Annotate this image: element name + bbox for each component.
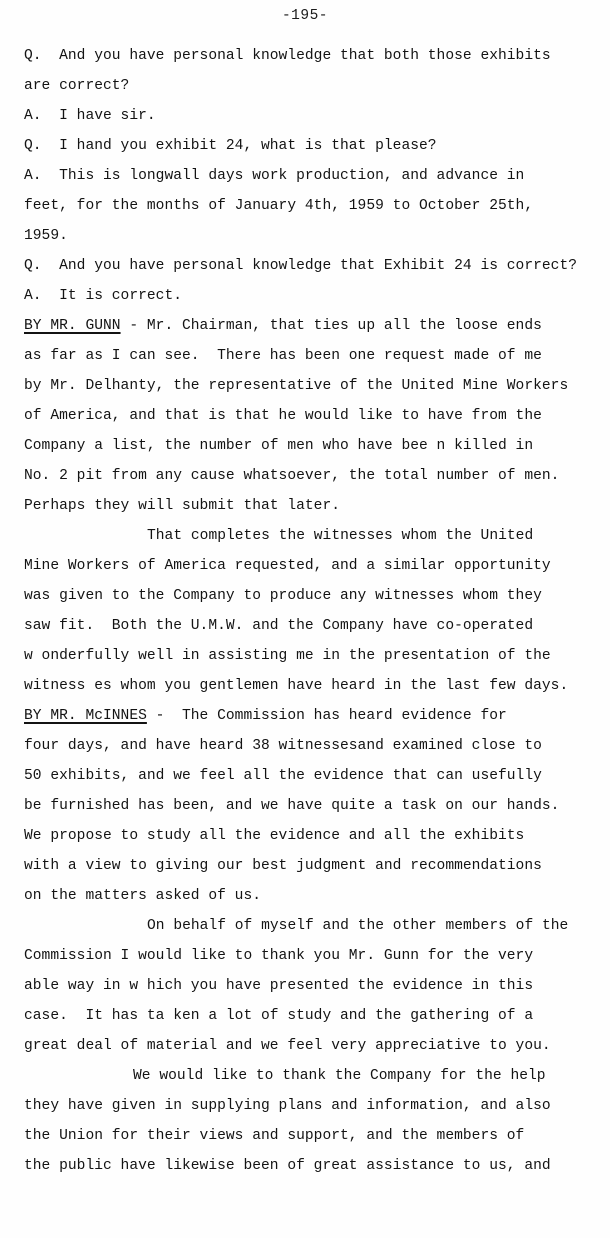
transcript-line: be furnished has been, and we have quite a task on our hands. — [24, 798, 560, 814]
transcript-line: as far as I can see. There has been one request made of me — [24, 348, 542, 364]
transcript-line: they have given in supplying plans and information, and also — [24, 1098, 551, 1114]
transcript-line: feet, for the months of January 4th, 1959 to October 25th, — [24, 198, 534, 214]
transcript-line: great deal of material and we feel very appreciative to you. — [24, 1038, 551, 1054]
transcript-line: Mine Workers of America requested, and a similar opportunity — [24, 558, 551, 574]
transcript-line: witness es whom you gentlemen have heard in the last few days. — [24, 678, 569, 694]
transcript-line: Commission I would like to thank you Mr. Gunn for the very — [24, 948, 534, 964]
transcript-line: are correct? — [24, 78, 130, 94]
transcript-line: case. It has ta ken a lot of study and the gathering of a — [24, 1008, 534, 1024]
transcript-line: able way in w hich you have presented the evidence in this — [24, 978, 534, 994]
transcript-line: On behalf of myself and the other members of the — [147, 918, 569, 934]
transcript-line: Q. And you have personal knowledge that both those exhibits — [24, 48, 551, 64]
transcript-line: saw fit. Both the U.M.W. and the Company have co-operated — [24, 618, 534, 634]
transcript-line: w onderfully well in assisting me in the presentation of the — [24, 648, 551, 664]
transcript-line: A. I have sir. — [24, 108, 156, 124]
transcript-line: BY MR. McINNES - The Commission has heard evidence for — [24, 708, 507, 724]
transcript-line: the Union for their views and support, and the members of — [24, 1128, 525, 1144]
transcript-line: Company a list, the number of men who have bee n killed in — [24, 438, 534, 454]
transcript-line: by Mr. Delhanty, the representative of the United Mine Workers — [24, 378, 569, 394]
transcript-line: Q. And you have personal knowledge that Exhibit 24 is correct? — [24, 258, 577, 274]
transcript-line: with a view to giving our best judgment and recommendations — [24, 858, 542, 874]
transcript-line: four days, and have heard 38 witnessesand examined close to — [24, 738, 542, 754]
transcript-line: A. This is longwall days work production, and advance in — [24, 168, 525, 184]
transcript-body — [0, 41, 610, 1181]
transcript-line: on the matters asked of us. — [24, 888, 261, 904]
speaker-heading: BY MR. GUNN — [24, 318, 121, 334]
transcript-line: was given to the Company to produce any witnesses whom they — [24, 588, 542, 604]
transcript-line: of America, and that is that he would like to have from the — [24, 408, 542, 424]
transcript-line: That completes the witnesses whom the United — [147, 528, 534, 544]
transcript-line: Perhaps they will submit that later. — [24, 498, 340, 514]
page-number: -195- — [281, 8, 328, 24]
transcript-line: We propose to study all the evidence and all the exhibits — [24, 828, 525, 844]
transcript-line: No. 2 pit from any cause whatsoever, the total number of men. — [24, 468, 560, 484]
transcript-line: Q. I hand you exhibit 24, what is that please? — [24, 138, 437, 154]
transcript-line: A. It is correct. — [24, 288, 182, 304]
transcript-line: 50 exhibits, and we feel all the evidence that can usefully — [24, 768, 542, 784]
transcript-line: 1959. — [24, 228, 68, 244]
transcript-line: We would like to thank the Company for the help — [133, 1068, 546, 1084]
speaker-heading: BY MR. McINNES — [24, 708, 147, 724]
transcript-line: the public have likewise been of great assistance to us, and — [24, 1158, 551, 1174]
transcript-line: BY MR. GUNN - Mr. Chairman, that ties up all the loose ends — [24, 318, 542, 334]
